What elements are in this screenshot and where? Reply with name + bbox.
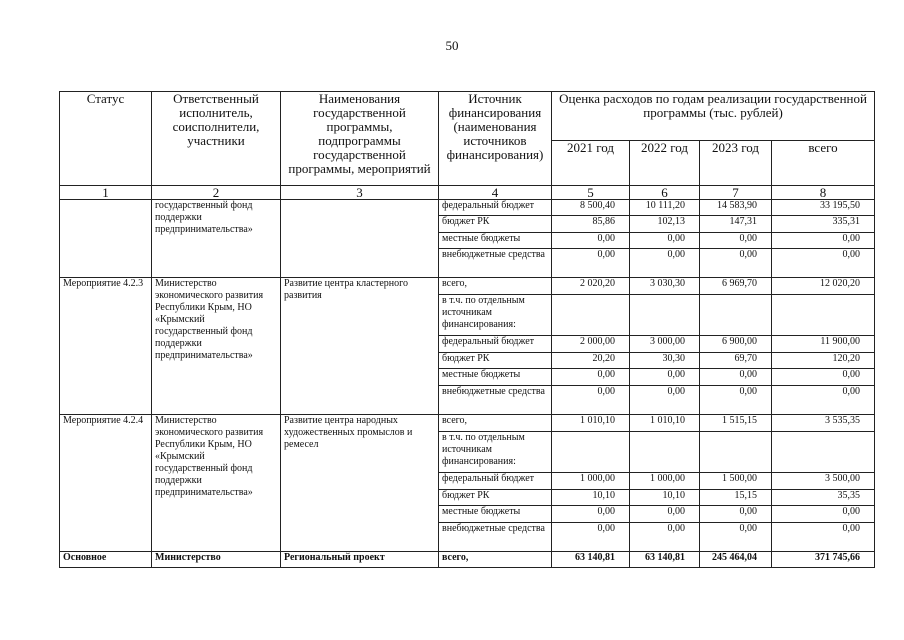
value-2021: 0,00 (552, 369, 630, 386)
col-number: 7 (700, 186, 772, 200)
source-cell: федеральный бюджет (439, 473, 552, 490)
header-program: Наименования государственной программы, подпрограммы государственной программы, мероприятий (281, 92, 439, 186)
value-2021: 85,86 (552, 216, 630, 233)
source-cell: внебюджетные средства (439, 523, 552, 552)
value-2022: 3 030,30 (630, 278, 700, 295)
value-2023: 6 900,00 (700, 336, 772, 353)
value-total: 120,20 (772, 353, 875, 369)
value-total: 371 745,66 (772, 552, 875, 568)
source-cell: бюджет РК (439, 353, 552, 369)
col-number: 8 (772, 186, 875, 200)
value-2021: 1 000,00 (552, 473, 630, 490)
program-cell: Развитие центра народных художественных промыслов и ремесел (281, 415, 439, 552)
status-cell: Мероприятие 4.2.3 (60, 278, 152, 415)
executor-cell: государственный фонд поддержки предпринимательства» (152, 200, 281, 278)
source-cell: всего, (439, 415, 552, 432)
value-2021: 0,00 (552, 506, 630, 523)
value-total: 335,31 (772, 216, 875, 233)
value-2023: 1 515,15 (700, 415, 772, 432)
value-total: 0,00 (772, 523, 875, 552)
value-2021: 1 010,10 (552, 415, 630, 432)
value-2021: 20,20 (552, 353, 630, 369)
col-number: 6 (630, 186, 700, 200)
value-2021: 2 000,00 (552, 336, 630, 353)
source-cell: в т.ч. по отдельным источникам финансирования: (439, 295, 552, 336)
col-number: 1 (60, 186, 152, 200)
value-2021: 0,00 (552, 233, 630, 249)
value-2023: 0,00 (700, 506, 772, 523)
value-total: 12 020,20 (772, 278, 875, 295)
value-2023: 0,00 (700, 386, 772, 415)
source-cell: всего, (439, 278, 552, 295)
header-2023: 2023 год (700, 141, 772, 186)
header-source: Источник финансирования (наименования источников финансирования) (439, 92, 552, 186)
col-number: 4 (439, 186, 552, 200)
value-2021: 63 140,81 (552, 552, 630, 568)
program-cell (281, 200, 439, 278)
value-2022: 0,00 (630, 506, 700, 523)
value-2023 (700, 432, 772, 473)
value-2022: 102,13 (630, 216, 700, 233)
value-2021: 0,00 (552, 249, 630, 278)
header-status: Статус (60, 92, 152, 186)
header-total: всего (772, 141, 875, 186)
value-2021: 0,00 (552, 523, 630, 552)
value-total: 3 500,00 (772, 473, 875, 490)
value-2021 (552, 295, 630, 336)
executor-cell: Министерство экономического развития Республики Крым, НО «Крымский государственный фонд поддержки предпринимательства» (152, 415, 281, 552)
value-2023: 0,00 (700, 249, 772, 278)
source-cell: федеральный бюджет (439, 200, 552, 216)
value-total: 0,00 (772, 386, 875, 415)
source-cell: местные бюджеты (439, 233, 552, 249)
value-2021 (552, 432, 630, 473)
source-cell: всего, (439, 552, 552, 568)
value-2022: 0,00 (630, 523, 700, 552)
source-cell: местные бюджеты (439, 506, 552, 523)
value-2023: 6 969,70 (700, 278, 772, 295)
value-2023 (700, 295, 772, 336)
col-number: 5 (552, 186, 630, 200)
status-cell (60, 200, 152, 278)
value-2023: 0,00 (700, 369, 772, 386)
source-cell: внебюджетные средства (439, 386, 552, 415)
source-cell: местные бюджеты (439, 369, 552, 386)
value-2023: 147,31 (700, 216, 772, 233)
value-2022: 1 000,00 (630, 473, 700, 490)
value-total: 0,00 (772, 249, 875, 278)
source-cell: федеральный бюджет (439, 336, 552, 353)
value-total (772, 432, 875, 473)
source-cell: в т.ч. по отдельным источникам финансирования: (439, 432, 552, 473)
header-estimate: Оценка расходов по годам реализации государственной программы (тыс. рублей) (552, 92, 875, 141)
value-total: 0,00 (772, 369, 875, 386)
value-2022: 0,00 (630, 233, 700, 249)
value-total: 11 900,00 (772, 336, 875, 353)
value-2022: 10,10 (630, 490, 700, 506)
executor-cell: Министерство (152, 552, 281, 568)
value-total: 33 195,50 (772, 200, 875, 216)
source-cell: внебюджетные средства (439, 249, 552, 278)
page-number: 50 (445, 38, 459, 53)
program-cell: Развитие центра кластерного развития (281, 278, 439, 415)
value-2021: 10,10 (552, 490, 630, 506)
header-executor: Ответственный исполнитель, соисполнители, участники (152, 92, 281, 186)
value-2023: 1 500,00 (700, 473, 772, 490)
budget-table (59, 91, 875, 568)
program-cell: Региональный проект (281, 552, 439, 568)
value-2022: 0,00 (630, 386, 700, 415)
value-2022: 1 010,10 (630, 415, 700, 432)
value-2023: 14 583,90 (700, 200, 772, 216)
value-2022: 10 111,20 (630, 200, 700, 216)
header-2021: 2021 год (552, 141, 630, 186)
value-2022: 0,00 (630, 369, 700, 386)
value-2022: 0,00 (630, 249, 700, 278)
source-cell: бюджет РК (439, 490, 552, 506)
value-2022: 63 140,81 (630, 552, 700, 568)
value-2023: 15,15 (700, 490, 772, 506)
value-total: 0,00 (772, 506, 875, 523)
value-2023: 245 464,04 (700, 552, 772, 568)
value-2022 (630, 295, 700, 336)
value-2023: 69,70 (700, 353, 772, 369)
value-2023: 0,00 (700, 523, 772, 552)
value-2022: 3 000,00 (630, 336, 700, 353)
value-total: 35,35 (772, 490, 875, 506)
status-cell: Основное (60, 552, 152, 568)
col-number: 2 (152, 186, 281, 200)
value-2021: 8 500,40 (552, 200, 630, 216)
value-total: 0,00 (772, 233, 875, 249)
value-2022 (630, 432, 700, 473)
value-2021: 2 020,20 (552, 278, 630, 295)
value-2023: 0,00 (700, 233, 772, 249)
value-total: 3 535,35 (772, 415, 875, 432)
source-cell: бюджет РК (439, 216, 552, 233)
value-total (772, 295, 875, 336)
status-cell: Мероприятие 4.2.4 (60, 415, 152, 552)
value-2022: 30,30 (630, 353, 700, 369)
executor-cell: Министерство экономического развития Республики Крым, НО «Крымский государственный фонд поддержки предпринимательства» (152, 278, 281, 415)
header-2022: 2022 год (630, 141, 700, 186)
col-number: 3 (281, 186, 439, 200)
value-2021: 0,00 (552, 386, 630, 415)
